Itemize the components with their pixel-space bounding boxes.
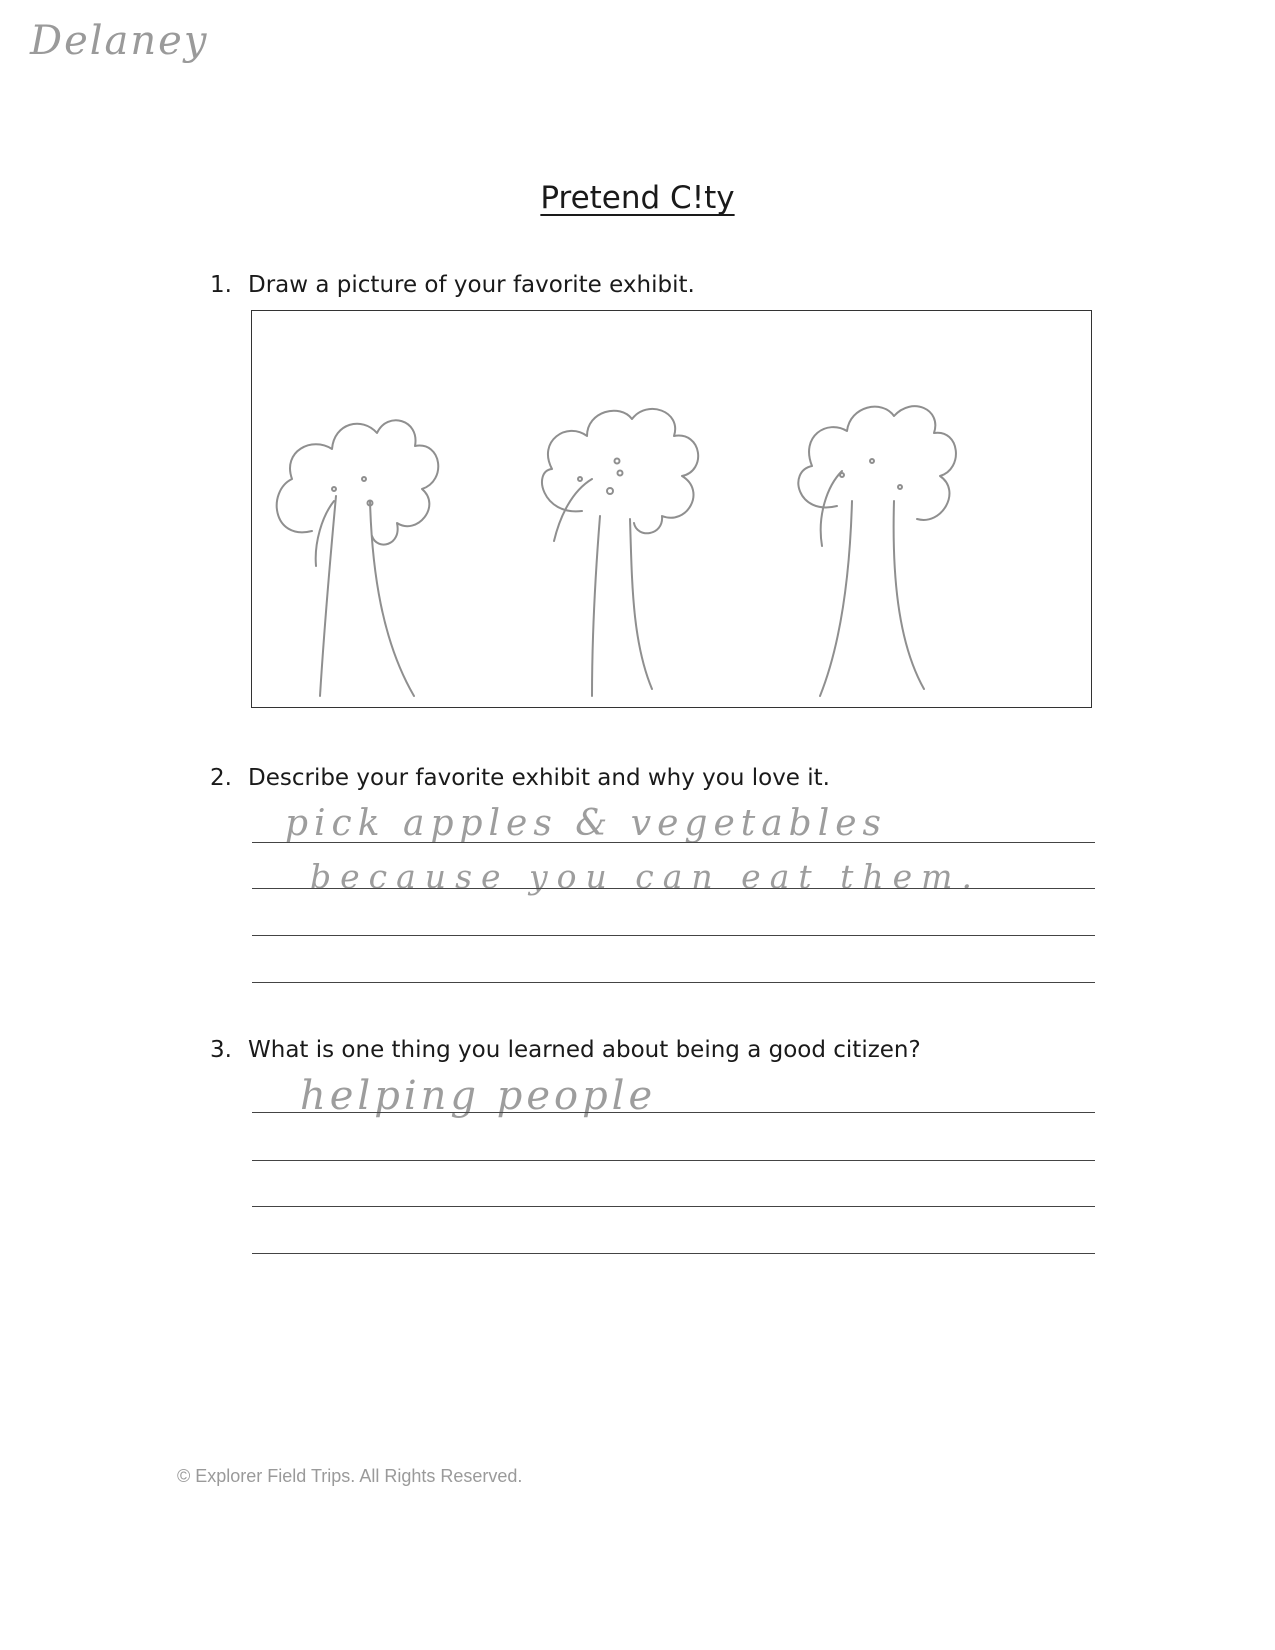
- student-name: Delaney: [30, 18, 209, 64]
- question-1: [210, 272, 695, 298]
- question-3: [210, 1037, 921, 1063]
- tree-drawing-icon: [252, 311, 1093, 709]
- question-2: [210, 765, 830, 791]
- answer-line: [252, 1253, 1095, 1254]
- tree-3-icon: [798, 406, 956, 696]
- answer-line: [252, 842, 1095, 843]
- question-2-text: Describe your favorite exhibit and why you love it.: [248, 765, 830, 791]
- worksheet-title-text: Pretend C!ty: [540, 180, 735, 216]
- tree-1-icon: [277, 420, 439, 696]
- answer-line: [252, 982, 1095, 983]
- answer-line: [252, 888, 1095, 889]
- copyright-footer: © Explorer Field Trips. All Rights Reserved.: [177, 1466, 523, 1486]
- answer-3-line-1: helping people: [300, 1073, 657, 1119]
- question-2-number: 2.: [210, 765, 232, 791]
- question-3-number: 3.: [210, 1037, 232, 1063]
- answer-line: [252, 1206, 1095, 1207]
- tree-2-icon: [542, 409, 698, 696]
- answer-2-line-1: pick apples & vegetables: [285, 803, 888, 844]
- question-1-number: 1.: [210, 272, 232, 298]
- drawing-box: [251, 310, 1092, 708]
- answer-line: [252, 935, 1095, 936]
- answer-2-line-2: because you can eat them.: [310, 857, 981, 896]
- answer-line: [252, 1112, 1095, 1113]
- question-1-text: Draw a picture of your favorite exhibit.: [248, 272, 695, 298]
- question-3-text: What is one thing you learned about being a good citizen?: [248, 1037, 921, 1063]
- answer-line: [252, 1160, 1095, 1161]
- worksheet-title: [0, 180, 1275, 216]
